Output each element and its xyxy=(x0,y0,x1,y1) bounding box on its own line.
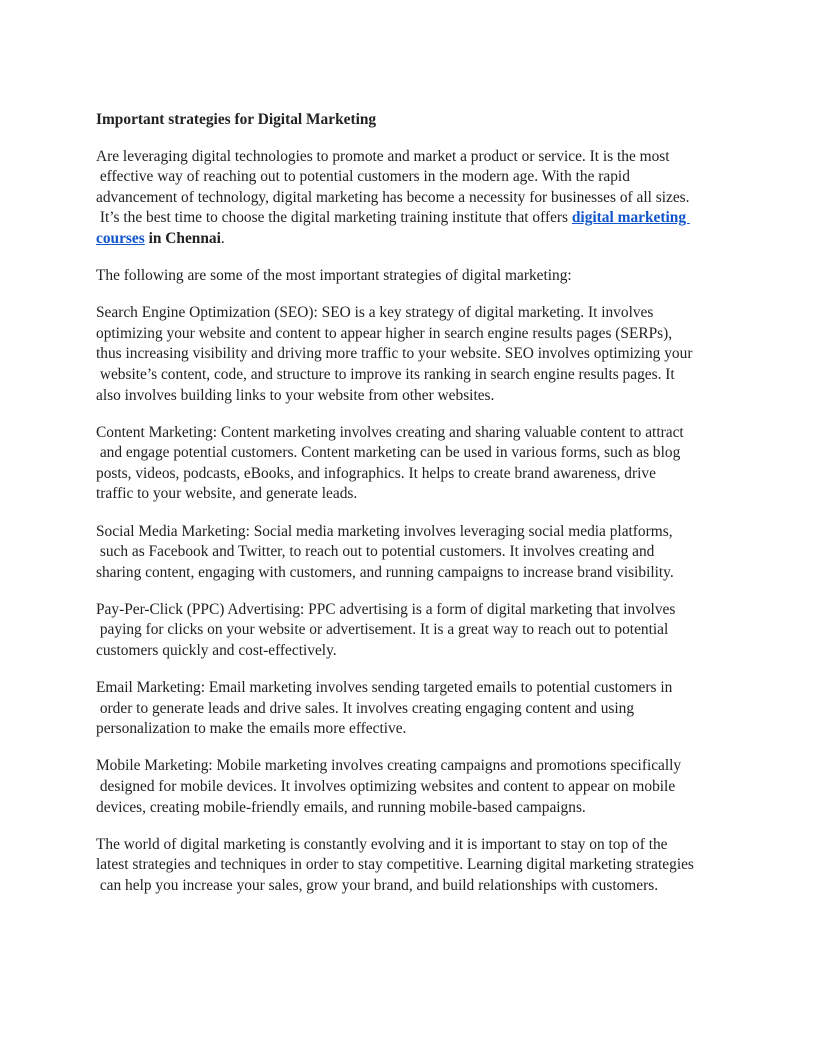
mobile-marketing-paragraph xyxy=(96,756,726,818)
document-title: Important strategies for Digital Marketing xyxy=(96,111,377,128)
body-line: latest strategies and techniques in order to stay competitive. Learning digital marketing strategies xyxy=(96,856,694,874)
intro-line-4 xyxy=(96,208,726,229)
body-line: Content Marketing: Content marketing involves creating and sharing valuable content to attract xyxy=(96,423,684,441)
ppc-paragraph xyxy=(96,600,726,662)
intro-line-4-text: It’s the best time to choose the digital marketing training institute that offers xyxy=(96,209,572,227)
intro-line-2: effective way of reaching out to potential customers in the modern age. With the rapid xyxy=(96,168,630,186)
intro-line-3: advancement of technology, digital marketing has become a necessity for businesses of all sizes. xyxy=(96,188,690,206)
intro-line-5 xyxy=(96,229,726,250)
conclusion-paragraph xyxy=(96,835,726,897)
body-line: can help you increase your sales, grow your brand, and build relationships with customers. xyxy=(96,876,659,894)
location-text: in Chennai xyxy=(144,229,221,247)
body-line: Search Engine Optimization (SEO): SEO is a key strategy of digital marketing. It involves xyxy=(96,304,654,322)
document-page xyxy=(96,110,726,913)
body-line: paying for clicks on your website or advertisement. It is a great way to reach out to potential xyxy=(96,621,669,639)
body-line: optimizing your website and content to appear higher in search engine results pages (SERPs), xyxy=(96,324,673,342)
content-marketing-paragraph xyxy=(96,423,726,505)
lead-in-line: The following are some of the most important strategies of digital marketing: xyxy=(96,267,572,285)
body-line: The world of digital marketing is constantly evolving and it is important to stay on top of the xyxy=(96,835,668,853)
body-line: traffic to your website, and generate leads. xyxy=(96,485,358,503)
lead-in-paragraph xyxy=(96,266,726,287)
body-line: also involves building links to your website from other websites. xyxy=(96,386,495,404)
seo-paragraph xyxy=(96,303,726,406)
courses-link-part2[interactable]: courses xyxy=(96,229,145,247)
body-line: Email Marketing: Email marketing involves sending targeted emails to potential customers in xyxy=(96,679,673,697)
email-marketing-paragraph xyxy=(96,678,726,740)
body-line: Mobile Marketing: Mobile marketing involves creating campaigns and promotions specifically xyxy=(96,757,682,775)
body-line: such as Facebook and Twitter, to reach out to potential customers. It involves creating and xyxy=(96,543,655,561)
body-line: designed for mobile devices. It involves optimizing websites and content to appear on mobile xyxy=(96,777,676,795)
body-line: posts, videos, podcasts, eBooks, and infographics. It helps to create brand awareness, drive xyxy=(96,464,656,482)
intro-line-1: Are leveraging digital technologies to promote and market a product or service. It is the most xyxy=(96,147,670,165)
body-line: and engage potential customers. Content marketing can be used in various forms, such as blog xyxy=(96,444,681,462)
body-line: website’s content, code, and structure to improve its ranking in search engine results pages. It xyxy=(96,365,675,383)
body-line: personalization to make the emails more effective. xyxy=(96,720,407,738)
social-media-paragraph xyxy=(96,522,726,584)
intro-end-punct: . xyxy=(220,229,225,247)
body-line: Pay-Per-Click (PPC) Advertising: PPC advertising is a form of digital marketing that involves xyxy=(96,600,676,618)
body-line: devices, creating mobile-friendly emails, and running mobile-based campaigns. xyxy=(96,798,586,816)
body-line: Social Media Marketing: Social media marketing involves leveraging social media platforms, xyxy=(96,522,673,540)
intro-paragraph xyxy=(96,147,726,250)
body-line: order to generate leads and drive sales. It involves creating engaging content and using xyxy=(96,699,635,717)
body-line: customers quickly and cost-effectively. xyxy=(96,641,337,659)
body-line: thus increasing visibility and driving more traffic to your website. SEO involves optimizing your xyxy=(96,345,693,363)
courses-link-part1[interactable]: digital marketing xyxy=(571,209,690,227)
body-line: sharing content, engaging with customers, and running campaigns to increase brand visibility. xyxy=(96,563,674,581)
